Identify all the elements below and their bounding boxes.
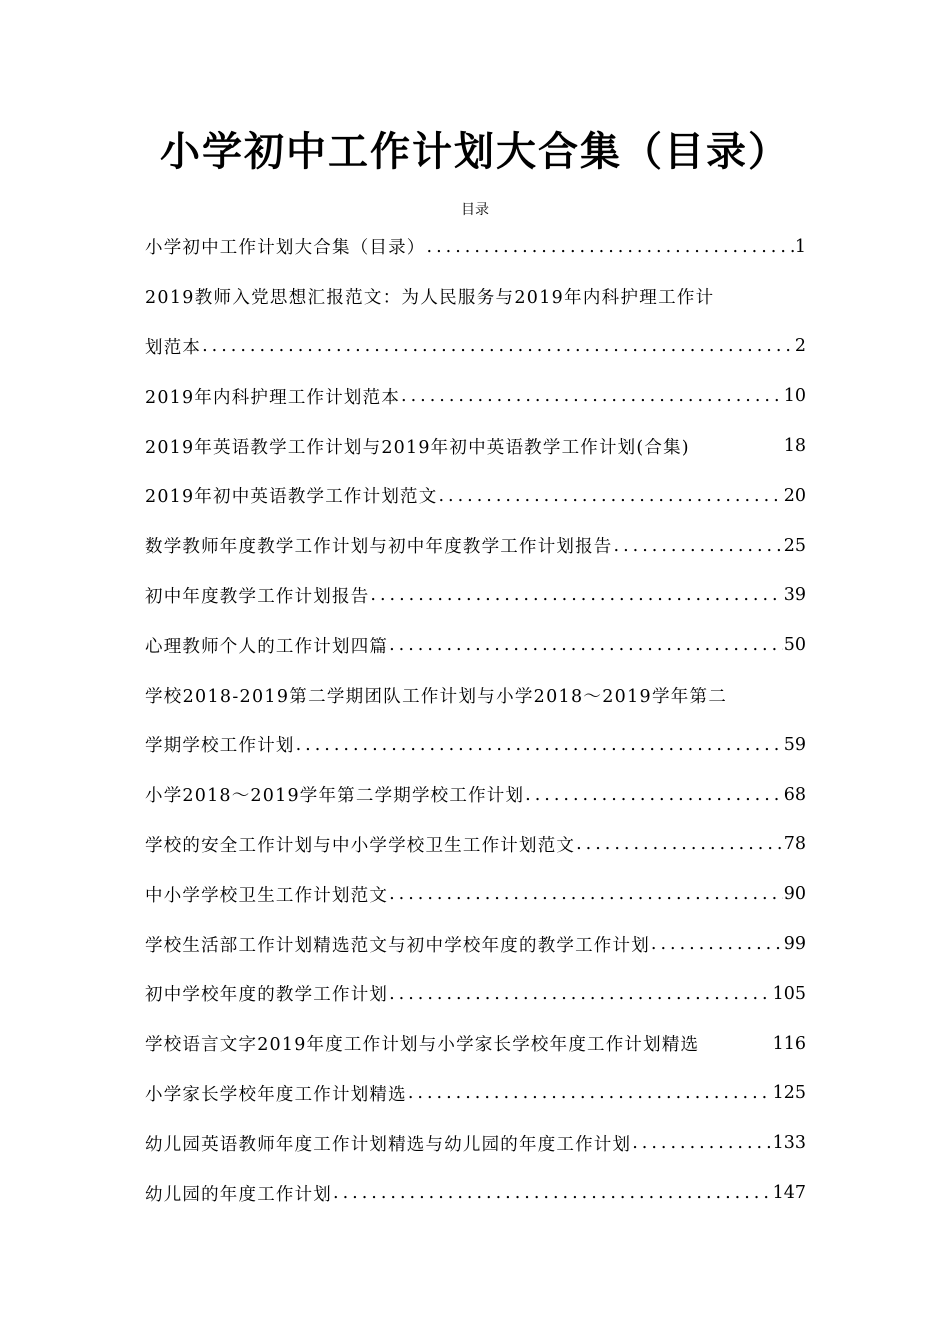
- toc-page-number: 116: [772, 1033, 806, 1054]
- toc-entry-title: 2019年内科护理工作计划范本: [145, 387, 401, 408]
- toc-page-number: 10: [783, 386, 806, 407]
- toc-dot-leader: [389, 984, 771, 1004]
- toc-dot-leader: [202, 336, 794, 356]
- toc-entry[interactable]: [145, 720, 806, 770]
- toc-page-number: 2: [794, 336, 806, 357]
- toc-entry-title: 划范本: [145, 337, 202, 358]
- toc-dot-leader: [576, 834, 783, 854]
- toc-dot-leader: [296, 735, 783, 755]
- toc-entry[interactable]: [145, 471, 806, 521]
- toc-page-number: 147: [772, 1183, 806, 1204]
- toc-dot-leader: [651, 934, 783, 954]
- toc-entry[interactable]: [145, 820, 806, 870]
- toc-entry[interactable]: [145, 1019, 806, 1069]
- toc-entry[interactable]: [145, 272, 806, 322]
- toc-entry[interactable]: [145, 620, 806, 670]
- toc-entry-title: 小学初中工作计划大合集（目录）: [145, 238, 426, 259]
- toc-entry-title: 2019年英语教学工作计划与2019年初中英语教学工作计划(合集): [145, 437, 690, 458]
- toc-page-number: 105: [772, 983, 806, 1004]
- toc-entry-title: 学校2018-2019第二学期团队工作计划与小学2018～2019学年第二: [145, 686, 728, 707]
- toc-page-number: 59: [783, 734, 806, 755]
- toc-entry-title: 小学家长学校年度工作计划精选: [145, 1084, 407, 1105]
- toc-page-number: 25: [783, 535, 806, 556]
- toc-dot-leader: [427, 237, 794, 257]
- toc-page-number: 133: [772, 1133, 806, 1154]
- toc-entry-title: 数学教师年度教学工作计划与初中年度教学工作计划报告: [145, 537, 613, 558]
- toc-dot-leader: [370, 585, 782, 605]
- toc-entry[interactable]: [145, 421, 806, 471]
- document-title: 小学初中工作计划大合集（目录）: [160, 129, 790, 175]
- toc-dot-leader: [389, 884, 783, 904]
- toc-page-number: 78: [783, 834, 806, 855]
- toc-entry[interactable]: [145, 1118, 806, 1168]
- toc-entry-title: 学期学校工作计划: [145, 736, 295, 757]
- toc-dot-leader: [614, 536, 783, 556]
- toc-entry[interactable]: [145, 869, 806, 919]
- toc-page-number: 20: [783, 485, 806, 506]
- toc-dot-leader: [401, 386, 783, 406]
- toc-page-number: 39: [783, 585, 806, 606]
- toc-entry-title: 2019年初中英语教学工作计划范文: [145, 487, 438, 508]
- toc-entry[interactable]: [145, 222, 806, 272]
- toc-entry[interactable]: [145, 1069, 806, 1119]
- toc-entry[interactable]: [145, 919, 806, 969]
- toc-entry-title: 学校的安全工作计划与中小学学校卫生工作计划范文: [145, 835, 576, 856]
- toc-page-number: 99: [783, 934, 806, 955]
- toc-entry-title: 学校语言文字2019年度工作计划与小学家长学校年度工作计划精选: [145, 1035, 700, 1056]
- toc-entry[interactable]: [145, 371, 806, 421]
- toc-dot-leader: [525, 785, 783, 805]
- toc-entry[interactable]: [145, 322, 806, 372]
- toc-dot-leader: [438, 486, 782, 506]
- toc-dot-leader: [333, 1183, 772, 1203]
- toc-entry-title: 学校生活部工作计划精选范文与初中学校年度的教学工作计划: [145, 935, 650, 956]
- toc-entry-title: 初中年度教学工作计划报告: [145, 586, 370, 607]
- toc-entry[interactable]: [145, 969, 806, 1019]
- toc-entry[interactable]: [145, 670, 806, 720]
- toc-page-number: 18: [783, 436, 806, 457]
- toc-entry[interactable]: [145, 1168, 806, 1218]
- toc-entry-title: 小学2018～2019学年第二学期学校工作计划: [145, 786, 525, 807]
- toc-dot-leader: [389, 635, 783, 655]
- toc-entry-title: 初中学校年度的教学工作计划: [145, 985, 389, 1006]
- toc-page-number: 125: [772, 1083, 806, 1104]
- table-of-contents: [145, 222, 806, 1218]
- toc-page-number: 90: [783, 884, 806, 905]
- toc-dot-leader: [632, 1133, 771, 1153]
- toc-entry[interactable]: [145, 521, 806, 571]
- toc-entry-title: 心理教师个人的工作计划四篇: [145, 636, 389, 657]
- toc-dot-leader: [408, 1083, 772, 1103]
- toc-entry-title: 中小学学校卫生工作计划范文: [145, 885, 389, 906]
- toc-heading: 目录: [461, 202, 489, 218]
- toc-entry-title: 幼儿园的年度工作计划: [145, 1184, 332, 1205]
- toc-entry[interactable]: [145, 770, 806, 820]
- toc-entry[interactable]: [145, 571, 806, 621]
- toc-page-number: 1: [794, 236, 806, 257]
- toc-entry-title: 2019教师入党思想汇报范文：为人民服务与2019年内科护理工作计: [145, 288, 715, 309]
- toc-page-number: 50: [783, 635, 806, 656]
- toc-page-number: 68: [783, 784, 806, 805]
- toc-entry-title: 幼儿园英语教师年度工作计划精选与幼儿园的年度工作计划: [145, 1134, 632, 1155]
